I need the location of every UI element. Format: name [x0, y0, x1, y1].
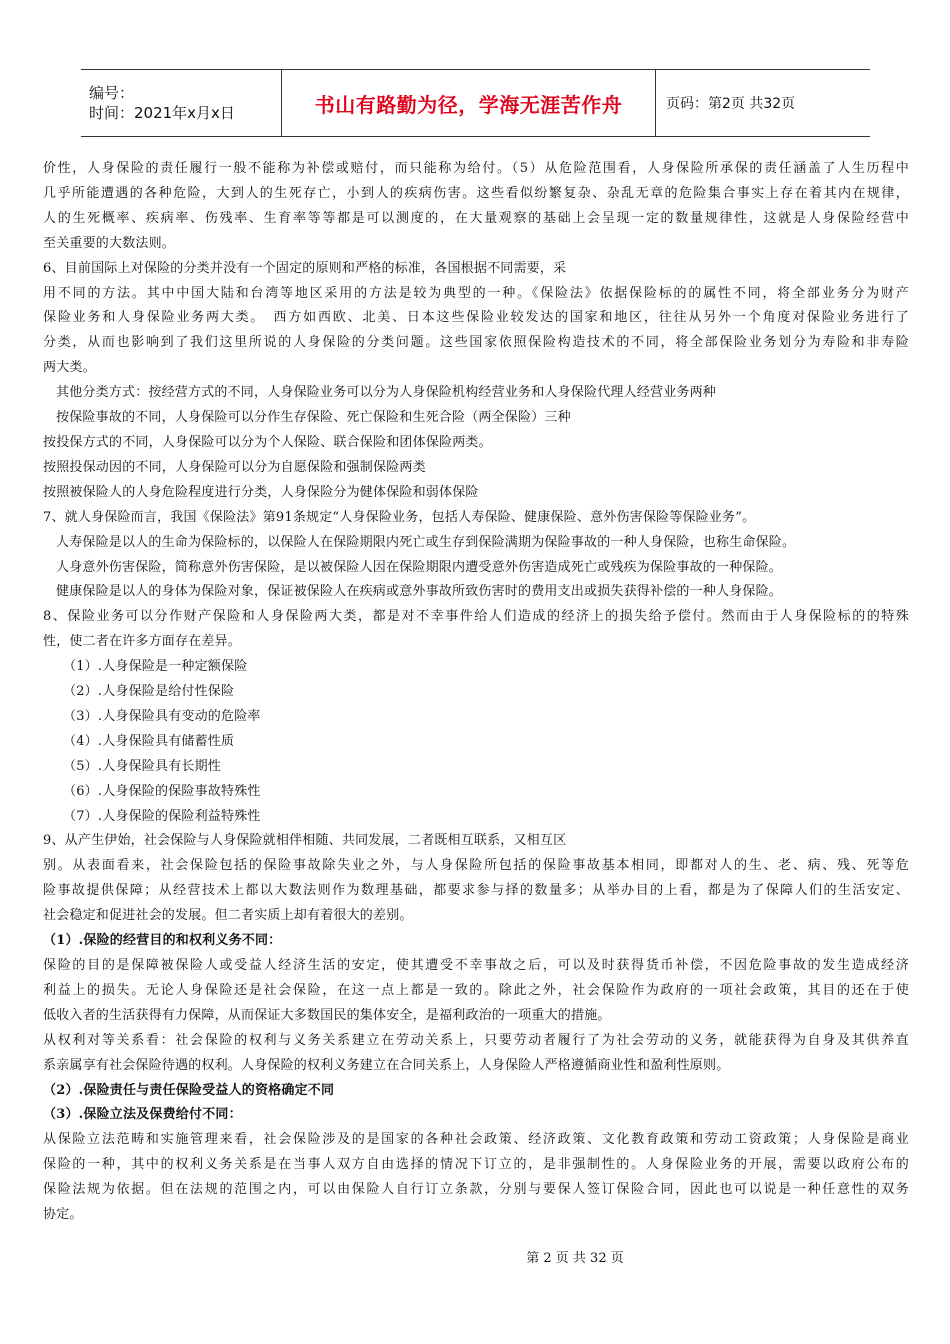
page-label: 页码：第2页 共32页 [666, 96, 796, 112]
text-line: 分类，从而也影响到了我们这里所说的人身保险的分类问题。这些国家依照保险构造技术的不同，将全部保险业务划分为寿险和非寿险 [43, 335, 909, 351]
text-line: 用不同的方法。其中中国大陆和台湾等地区采用的方法是较为典型的一种。《保险法》依据保险标的的属性不同，将全部业务分为财产 [43, 285, 909, 301]
text-line: 别。从表面看来，社会保险包括的保险事故除失业之外，与人身保险所包括的保险事故基本相同，即都对人的生、老、病、残、死等危 [43, 858, 909, 874]
number-label: 编号： [89, 84, 135, 102]
list-item: （6）.人身保险的保险事故特殊性 [63, 783, 261, 799]
footer-page-number: 第 2 页 共 32 页 [526, 1251, 624, 1266]
header-page [656, 70, 870, 136]
text-line: 性，使二者在许多方面存在差异。 [43, 634, 242, 650]
section-7-heading: 7、就人身保险而言，我国《保险法》第91条规定“人身保险业务，包括人寿保险、健康保险、意外伤害保险等保险业务”。 [43, 509, 756, 525]
text-line: 系亲属享有社会保险待遇的权利。人身保险的权利义务建立在合同关系上，人身保险人严格遵循商业性和盈利性原则。 [43, 1057, 730, 1073]
text-line: 保险法规为依据。但在法规的范围之内，可以由保险人自行订立条款，分别与要保人签订保险合同，因此也可以说是一种任意性的双务 [43, 1182, 909, 1198]
text-line: 协定。 [43, 1207, 83, 1223]
subheading: （2）.保险责任与责任保险受益人的资格确定不同 [43, 1082, 335, 1098]
text-line: 几乎所能遭遇的各种危险，大到人的生死存亡，小到人的疾病伤害。这些看似纷繁复杂、杂乱无章的危险集合事实上存在着其内在规律， [43, 185, 909, 201]
list-item: （4）.人身保险具有储蓄性质 [63, 733, 235, 749]
section-9-heading: 9、从产生伊始，社会保险与人身保险就相伴相随、共同发展，二者既相互联系，又相互区 [43, 833, 567, 849]
text-line: 两大类。 [43, 360, 96, 376]
time-label: 时间：2021年x月x日 [89, 104, 235, 122]
text-line: 健康保险是以人的身体为保险对象，保证被保险人在疾病或意外事故所致伤害时的费用支出或损失获得补偿的一种人身保险。 [56, 584, 783, 600]
text-line: 价性，人身保险的责任履行一般不能称为补偿或赔付，而只能称为给付。（5）从危险范围看，人身保险所承保的责任涵盖了人生历程中 [43, 161, 909, 176]
text-line: 险事故提供保障；从经营技术上都以大数法则作为数理基础，都要求参与择的数量多；从举办目的上看，都是为了保障人们的生活安定、 [43, 883, 909, 899]
section-6-heading: 6、目前国际上对保险的分类并没有一个固定的原则和严格的标准，各国根据不同需要，采 [43, 260, 567, 276]
text-line: 低收入者的生活获得有力保障，从而保证大多数国民的集体安全，是福利政治的一项重大的措施。 [43, 1007, 611, 1023]
text-line: 按照被保险人的人身危险程度进行分类，人身保险分为健体保险和弱体保险 [43, 484, 479, 500]
text-line: 利益上的损失。无论人身保险还是社会保险，在这一点上都是一致的。除此之外，社会保险作为政府的一项社会政策，其目的还在于使 [43, 982, 909, 998]
text-line: 人身意外伤害保险，简称意外伤害保险，是以被保险人因在保险期限内遭受意外伤害造成死亡或残疾为保险事故的一种保险。 [56, 559, 783, 575]
text-line: 人的生死概率、疾病率、伤残率、生育率等等都是可以测度的，在大量观察的基础上会呈现一定的数量规律性，这就是人身保险经营中 [43, 210, 909, 226]
list-item: （2）.人身保险是给付性保险 [63, 684, 235, 700]
header-meta [81, 70, 282, 136]
page-header [81, 69, 870, 137]
list-item: （5）.人身保险具有长期性 [63, 758, 222, 774]
text-line: 从权利对等关系看：社会保险的权利与义务关系建立在劳动关系上，只要劳动者履行了为社会劳动的义务，就能获得为自身及其供养直 [43, 1032, 909, 1048]
text-line: 其他分类方式：按经营方式的不同，人身保险业务可以分为人身保险机构经营业务和人身保险代理人经营业务两种 [56, 385, 717, 401]
list-item: （3）.人身保险具有变动的危险率 [63, 708, 261, 724]
text-line: 社会稳定和促进社会的发展。但二者实质上却有着很大的差别。 [43, 908, 413, 924]
list-item: （7）.人身保险的保险利益特殊性 [63, 808, 261, 824]
text-line: 人寿保险是以人的生命为保险标的，以保险人在保险期限内死亡或生存到保险满期为保险事故的一种人身保险，也称生命保险。 [56, 534, 796, 550]
text-line: 至关重要的大数法则。 [43, 235, 176, 251]
list-item: （1）.人身保险是一种定额保险 [63, 659, 248, 675]
text-line: 保险业务和人身保险业务两大类。 西方如西欧、北美、日本这些保险业较发达的国家和地区，往往从另外一个角度对保险业务进行了 [43, 310, 909, 326]
header-motto [282, 70, 656, 136]
text-line: 从保险立法范畴和实施管理来看，社会保险涉及的是国家的各种社会政策、经济政策、文化教育政策和劳动工资政策；人身保险是商业 [43, 1132, 909, 1148]
text-line: 按照投保动因的不同，人身保险可以分为自愿保险和强制保险两类 [43, 459, 426, 475]
text-line: 保险的目的是保障被保险人或受益人经济生活的安定，使其遭受不幸事故之后，可以及时获得货币补偿，不因危险事故的发生造成经济 [43, 958, 909, 973]
text-line: 保险的一种，其中的权利义务关系是在当事人双方自由选择的情况下订立的，是非强制性的。人身保险业务的开展，需要以政府公布的 [43, 1157, 909, 1173]
text-line: 按保险事故的不同，人身保险可以分作生存保险、死亡保险和生死合险（两全保险）三种 [56, 410, 571, 426]
text-line: 按投保方式的不同，人身保险可以分为个人保险、联合保险和团体保险两类。 [43, 434, 492, 450]
subheading: （1）.保险的经营目的和权利义务不同： [43, 933, 282, 949]
motto-text: 书山有路勤为径，学海无涯苦作舟 [314, 92, 623, 117]
subheading: （3）.保险立法及保费给付不同： [43, 1107, 242, 1123]
document-body [43, 157, 909, 1228]
page-footer [0, 1247, 950, 1266]
section-8-heading: 8、保险业务可以分作财产保险和人身保险两大类，都是对不幸事件给人们造成的经济上的损失给予偿付。然而由于人身保险标的的特殊 [43, 609, 909, 625]
